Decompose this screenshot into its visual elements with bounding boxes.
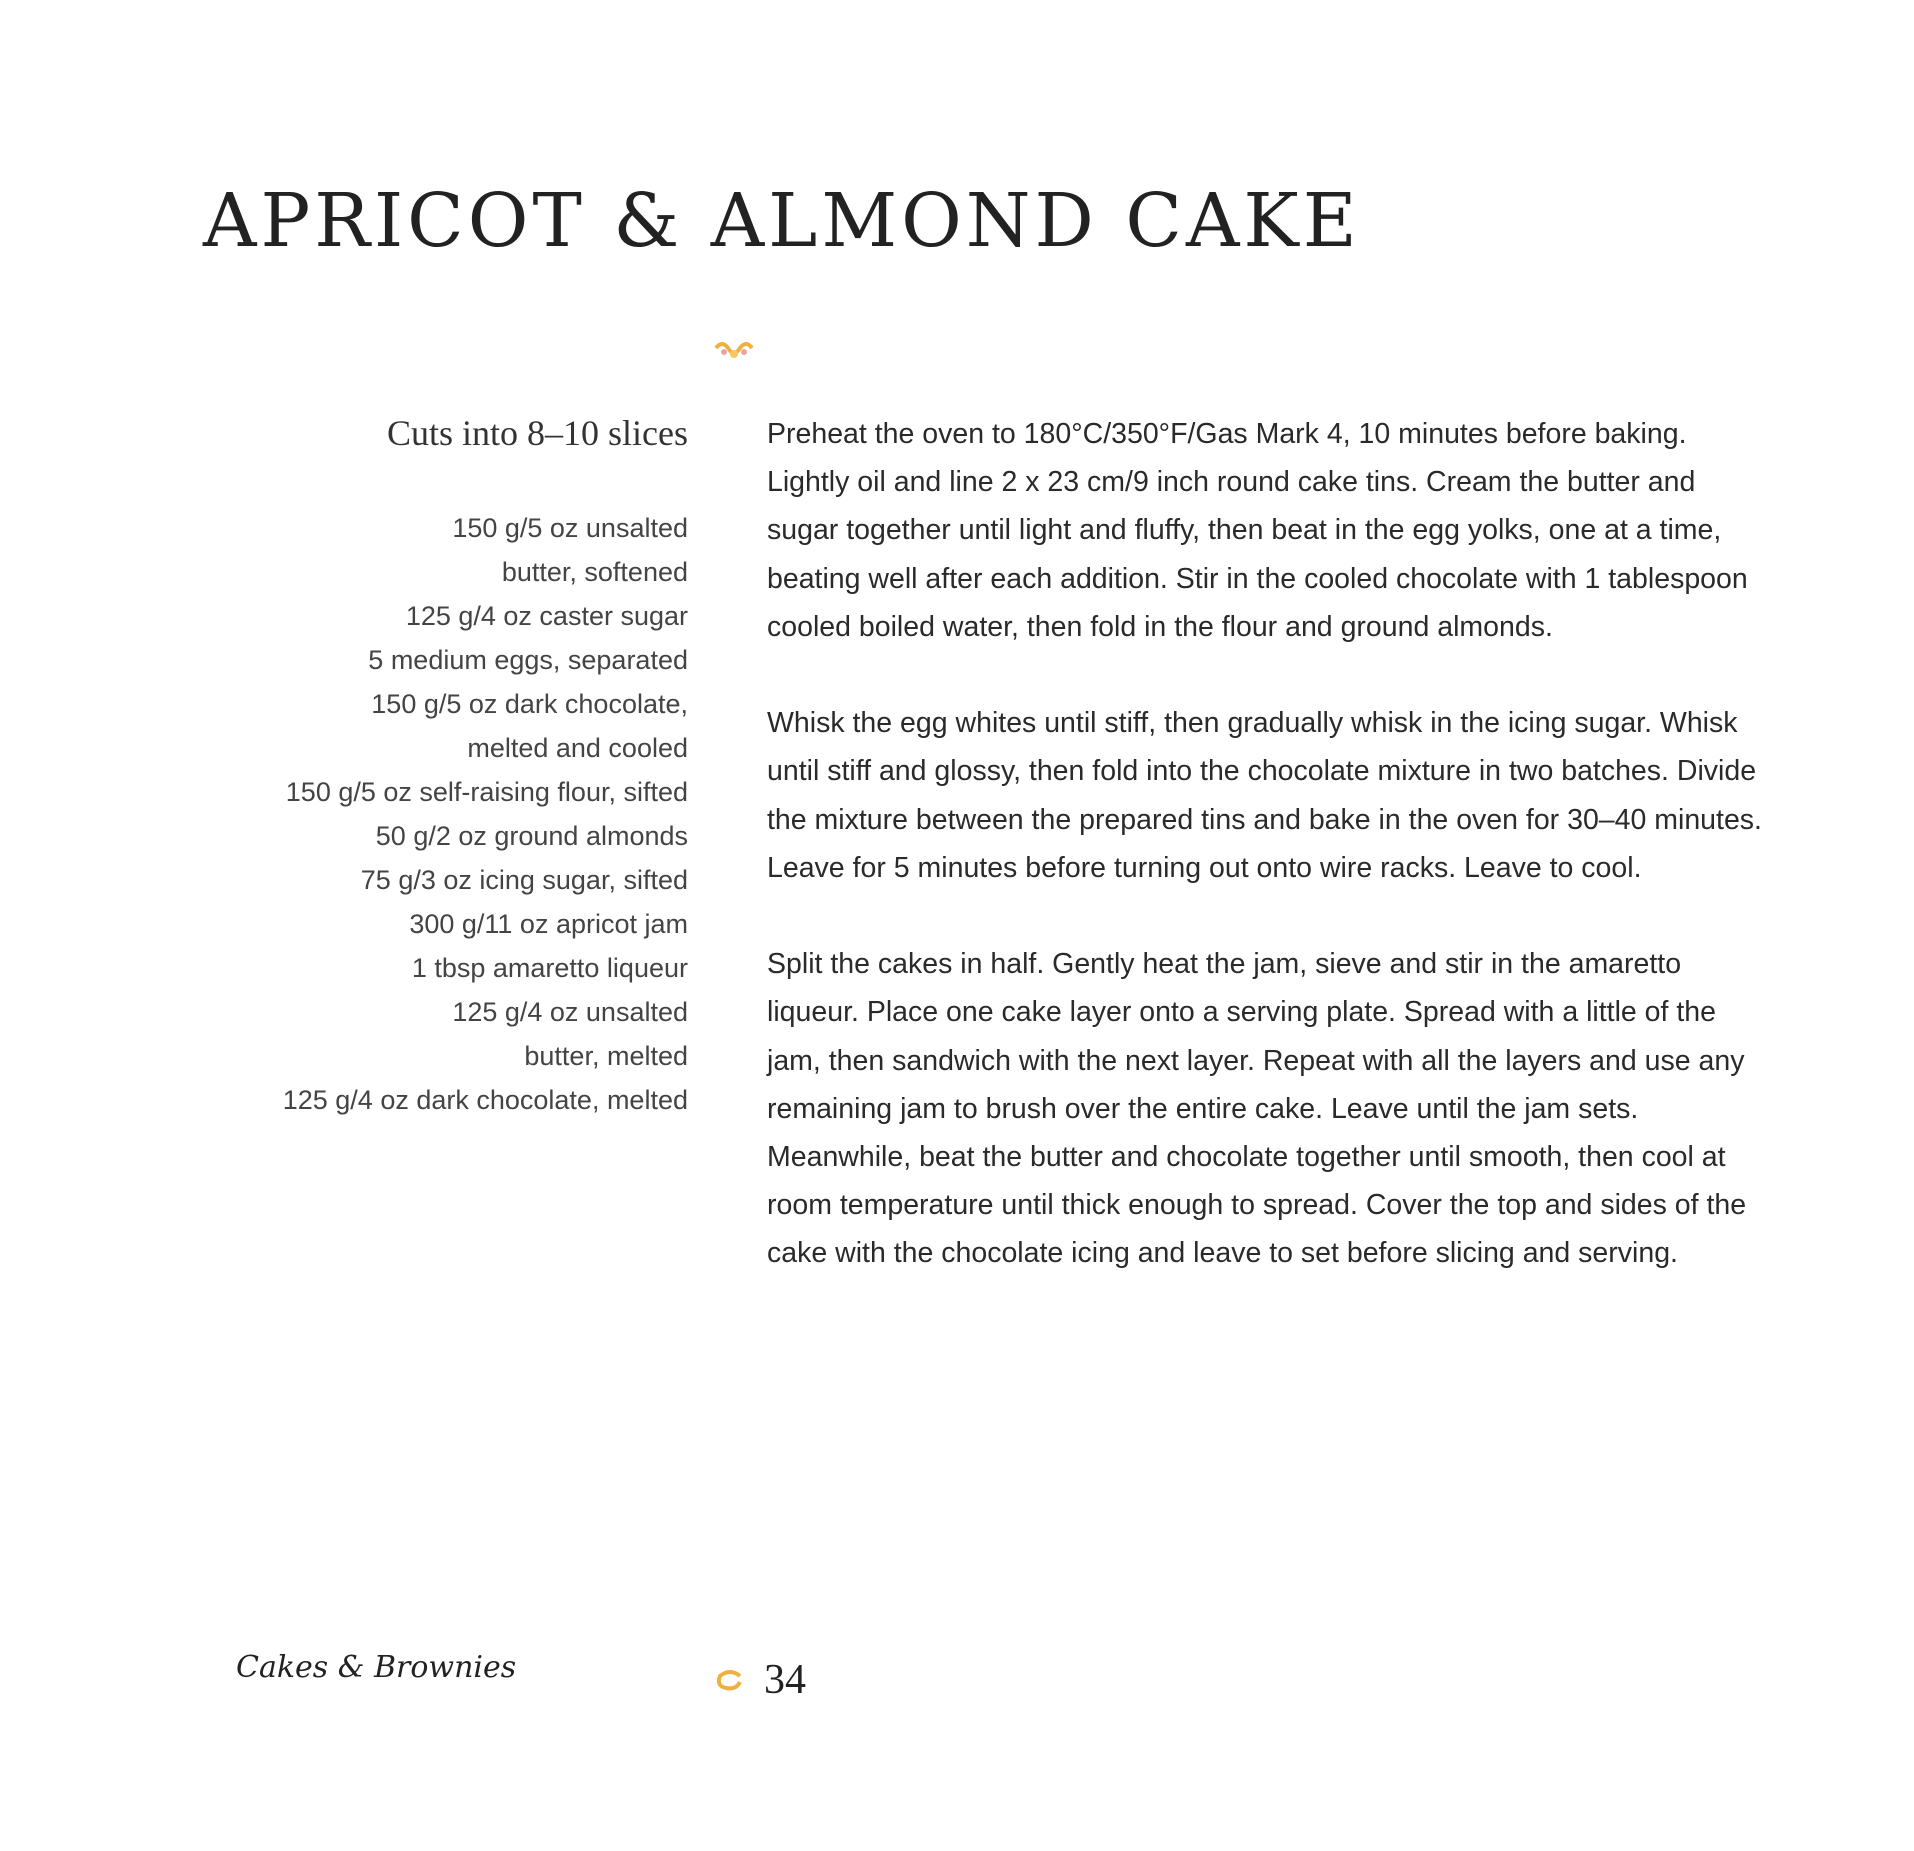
ingredients-list <box>283 506 688 1122</box>
ingredient-line: 125 g/4 oz caster sugar <box>405 601 688 631</box>
ingredient-line: butter, melted <box>524 1041 688 1071</box>
method <box>767 410 1767 1326</box>
ingredient-line: butter, softened <box>501 557 688 587</box>
yield-heading: Cuts into 8–10 slices <box>386 413 688 453</box>
ingredient-line: 75 g/3 oz icing sugar, sifted <box>360 865 688 895</box>
ingredient-line: 150 g/5 oz self-raising flour, sifted <box>285 777 688 807</box>
ingredient-line: 150 g/5 oz unsalted <box>452 513 688 543</box>
ingredient-line: 150 g/5 oz dark chocolate, <box>371 689 688 719</box>
method-paragraph: Split the cakes in half. Gently heat the jam, sieve and stir in the amaretto liqueur. Place one cake layer onto a serving plate. Spread with a little of the jam, then sandwich with the next layer. Repeat with all the layers and use any remaining jam to brush over the entire cake. Leave until the jam sets. Meanwhile, beat the butter and chocolate together until smooth, then cool at room temperature until thick enough to spread. Cover the top and sides of the cake with the chocolate icing and leave to set before slicing and serving. <box>767 948 1747 1270</box>
footer-ornament-icon <box>712 1666 746 1696</box>
method-paragraph: Preheat the oven to 180°C/350°F/Gas Mark 4, 10 minutes before baking. Lightly oil and line 2 x 23 cm/9 inch round cake tins. Cream the butter and sugar together until light and fluffy, then beat in the egg yolks, one at a time, beating well after each addition. Stir in the cooled chocolate with 1 tablespoon cooled boiled water, then fold in the flour and ground almonds. <box>767 418 1748 643</box>
ingredient-line: 125 g/4 oz unsalted <box>452 997 688 1027</box>
ingredient-line: 300 g/11 oz apricot jam <box>409 909 688 939</box>
recipe-title: APRICOT & ALMOND CAKE <box>203 178 1361 264</box>
ingredient-line: melted and cooled <box>467 733 688 763</box>
page-number: 34 <box>764 1657 806 1703</box>
ornament-icon <box>712 338 756 364</box>
method-paragraph: Whisk the egg whites until stiff, then gradually whisk in the icing sugar. Whisk until stiff and glossy, then fold into the chocolate mixture in two batches. Divide the mixture between the prepared tins and bake in the oven for 30–40 minutes. Leave for 5 minutes before turning out onto wire racks. Leave to cool. <box>767 707 1762 884</box>
footer-section-title: Cakes & Brownies <box>236 1650 517 1685</box>
ingredient-line: 50 g/2 oz ground almonds <box>375 821 688 851</box>
ingredient-line: 1 tbsp amaretto liqueur <box>411 953 688 983</box>
ingredient-line: 5 medium eggs, separated <box>368 645 688 675</box>
ingredient-line: 125 g/4 oz dark chocolate, melted <box>282 1085 688 1115</box>
